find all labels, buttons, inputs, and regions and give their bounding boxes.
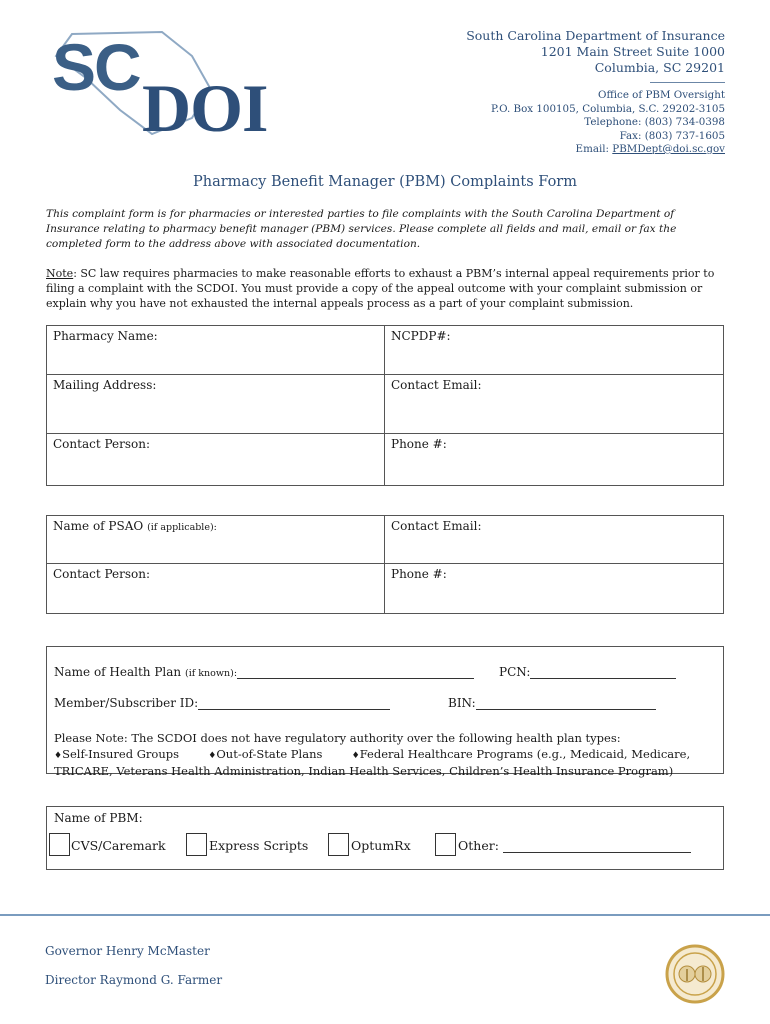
note-label: Note bbox=[46, 267, 74, 280]
psao-contact-email-field[interactable]: Contact Email: bbox=[391, 519, 482, 533]
logo-text-doi: DOI bbox=[142, 70, 268, 146]
pcn-line bbox=[499, 665, 676, 679]
bin-label: BIN: bbox=[448, 696, 476, 710]
email-line bbox=[466, 143, 725, 157]
regulatory-note-line3: TRICARE, Veterans Health Administration, Indian Health Services, Children’s Health Insurance Program) bbox=[54, 764, 674, 778]
psao-contact-person-field[interactable]: Contact Person: bbox=[47, 564, 385, 613]
psao-info-table bbox=[46, 515, 724, 614]
bin-input[interactable] bbox=[476, 697, 656, 710]
pcn-input[interactable] bbox=[530, 666, 676, 679]
governor-name: Governor Henry McMaster bbox=[45, 944, 210, 958]
diamond-bullet-icon: ♦ bbox=[351, 750, 360, 761]
director-name: Director Raymond G. Farmer bbox=[45, 973, 223, 987]
email-label: Email: bbox=[575, 143, 613, 155]
contact-email-field[interactable]: Contact Email: bbox=[391, 378, 482, 392]
ncpdp-field[interactable]: NCPDP#: bbox=[391, 329, 451, 343]
pbm-label: Name of PBM: bbox=[54, 811, 143, 825]
express-scripts-label: Express Scripts bbox=[209, 838, 309, 853]
agency-address-line2: Columbia, SC 29201 bbox=[594, 60, 725, 75]
office-name: Office of PBM Oversight bbox=[598, 89, 725, 101]
psao-phone-field[interactable]: Phone #: bbox=[391, 567, 447, 581]
member-id-line bbox=[54, 696, 390, 710]
pbm-section bbox=[46, 806, 724, 870]
form-title: Pharmacy Benefit Manager (PBM) Complaints Form bbox=[193, 174, 577, 190]
table-row bbox=[47, 563, 723, 613]
po-box: P.O. Box 100105, Columbia, S.C. 29202-3105 bbox=[491, 102, 725, 115]
member-id-label: Member/Subscriber ID: bbox=[54, 696, 199, 710]
telephone: Telephone: (803) 734-0398 bbox=[584, 116, 725, 128]
form-note bbox=[46, 266, 726, 311]
plan-type-federal: Federal Healthcare Programs (e.g., Medicaid, Medicare, bbox=[359, 746, 691, 761]
mailing-address-field[interactable]: Mailing Address: bbox=[47, 375, 385, 433]
other-pbm-checkbox[interactable] bbox=[435, 833, 456, 856]
psao-name-label: Name of PSAO bbox=[53, 519, 144, 533]
regulatory-note-line1: Please Note: The SCDOI does not have regulatory authority over the following health plan types: bbox=[54, 731, 621, 745]
bin-line bbox=[448, 696, 656, 710]
agency-name: South Carolina Department of Insurance bbox=[466, 28, 725, 43]
email-link[interactable]: PBMDept@doi.sc.gov bbox=[612, 143, 725, 155]
form-intro: This complaint form is for pharmacies or interested parties to file complaints with the South Carolina Department of Insurance relating to pharmacy benefit manager (PBM) services. Please complete all fields and mail, email or fax the completed form to the address above with associated documentation. bbox=[46, 208, 677, 250]
fax: Fax: (803) 737-1605 bbox=[619, 129, 725, 142]
plan-type-self-insured: Self-Insured Groups bbox=[62, 746, 180, 761]
pharmacy-name-field[interactable]: Pharmacy Name: bbox=[47, 326, 385, 374]
header-divider bbox=[650, 82, 725, 83]
table-row bbox=[47, 433, 723, 485]
table-row bbox=[47, 326, 723, 374]
express-scripts-checkbox[interactable] bbox=[186, 833, 207, 856]
member-id-input[interactable] bbox=[198, 697, 390, 710]
health-plan-section bbox=[46, 646, 724, 778]
table-row bbox=[47, 374, 723, 433]
psao-name-qualifier: (if applicable): bbox=[147, 522, 217, 533]
regulatory-note bbox=[54, 731, 704, 780]
agency-header bbox=[466, 28, 725, 157]
table-row bbox=[47, 516, 723, 563]
optumrx-label: OptumRx bbox=[351, 838, 411, 853]
health-plan-name-line bbox=[54, 665, 474, 679]
logo-text-sc: SC bbox=[52, 30, 140, 104]
contact-person-field[interactable]: Contact Person: bbox=[47, 434, 385, 485]
other-pbm-line bbox=[458, 838, 691, 853]
footer-divider bbox=[0, 914, 770, 916]
note-text: : SC law requires pharmacies to make reasonable efforts to exhaust a PBM’s internal appeal requirements prior to filing a complaint with the SCDOI. You must provide a copy of the appeal outcome with your complaint submission or explain why you have not exhausted the internal appeals process as a part of your complaint submission. bbox=[46, 267, 715, 310]
optumrx-checkbox[interactable] bbox=[328, 833, 349, 856]
health-plan-qualifier: (if known): bbox=[184, 668, 238, 679]
other-pbm-label: Other: bbox=[458, 838, 499, 853]
agency-address-line1: 1201 Main Street Suite 1000 bbox=[540, 44, 725, 59]
health-plan-label: Name of Health Plan bbox=[54, 665, 182, 679]
phone-field[interactable]: Phone #: bbox=[391, 437, 447, 451]
diamond-bullet-icon: ♦ bbox=[54, 750, 63, 761]
state-seal-icon bbox=[665, 943, 725, 1005]
diamond-bullet-icon: ♦ bbox=[208, 750, 217, 761]
regulatory-note-line2 bbox=[54, 747, 704, 765]
health-plan-name-input[interactable] bbox=[237, 666, 474, 679]
cvs-caremark-label: CVS/Caremark bbox=[71, 838, 166, 853]
psao-name-field[interactable] bbox=[47, 516, 385, 563]
cvs-caremark-checkbox[interactable] bbox=[49, 833, 70, 856]
other-pbm-input[interactable] bbox=[503, 840, 691, 853]
plan-type-out-of-state: Out-of-State Plans bbox=[216, 746, 323, 761]
pcn-label: PCN: bbox=[499, 665, 531, 679]
pharmacy-info-table bbox=[46, 325, 724, 486]
scdoi-logo bbox=[42, 26, 287, 146]
